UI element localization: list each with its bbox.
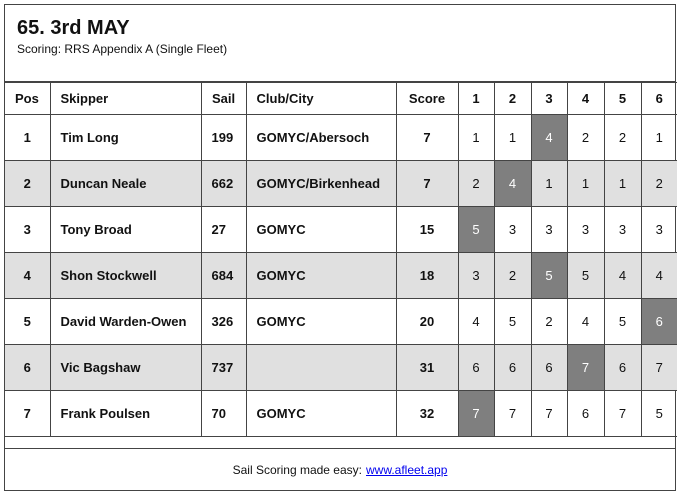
race-result-cell: 2 <box>458 161 494 207</box>
race-result-cell: 1 <box>531 161 567 207</box>
sail-cell: 662 <box>201 161 246 207</box>
pos-cell: 2 <box>5 161 50 207</box>
race-result-cell: 6 <box>604 345 641 391</box>
race-result-cell: 5 <box>604 299 641 345</box>
col-race-4: 4 <box>567 83 604 115</box>
race-result-cell: 1 <box>641 115 677 161</box>
footer-text: Sail Scoring made easy: <box>232 462 362 477</box>
score-cell: 20 <box>396 299 458 345</box>
race-result-cell: 1 <box>604 161 641 207</box>
col-skipper: Skipper <box>50 83 201 115</box>
table-row <box>5 161 677 207</box>
race-result-cell: 3 <box>531 207 567 253</box>
race-result-cell: 3 <box>604 207 641 253</box>
score-cell: 7 <box>396 161 458 207</box>
club-cell: GOMYC/Birkenhead <box>246 161 396 207</box>
race-result-cell: 4 <box>494 161 531 207</box>
score-cell: 31 <box>396 345 458 391</box>
skipper-cell: Shon Stockwell <box>50 253 201 299</box>
race-result-cell: 7 <box>604 391 641 437</box>
race-result-cell: 2 <box>494 253 531 299</box>
race-result-cell: 7 <box>641 345 677 391</box>
pos-cell: 6 <box>5 345 50 391</box>
race-result-cell: 3 <box>641 207 677 253</box>
skipper-cell: Duncan Neale <box>50 161 201 207</box>
skipper-cell: David Warden-Owen <box>50 299 201 345</box>
header-row <box>5 83 677 115</box>
pos-cell: 5 <box>5 299 50 345</box>
race-result-cell: 6 <box>567 391 604 437</box>
race-result-cell: 3 <box>494 207 531 253</box>
footer <box>5 448 675 490</box>
results-table <box>5 82 677 437</box>
race-result-cell: 4 <box>604 253 641 299</box>
race-result-cell: 4 <box>458 299 494 345</box>
race-result-cell: 1 <box>567 161 604 207</box>
table-row <box>5 115 677 161</box>
table-row <box>5 299 677 345</box>
skipper-cell: Tony Broad <box>50 207 201 253</box>
afleet-link[interactable]: www.afleet.app <box>366 462 448 477</box>
race-result-cell: 5 <box>531 253 567 299</box>
sail-cell: 27 <box>201 207 246 253</box>
col-sail: Sail <box>201 83 246 115</box>
skipper-cell: Vic Bagshaw <box>50 345 201 391</box>
race-result-cell: 5 <box>494 299 531 345</box>
race-result-cell: 4 <box>567 299 604 345</box>
table-row <box>5 207 677 253</box>
race-result-cell: 4 <box>531 115 567 161</box>
club-cell <box>246 345 396 391</box>
race-result-cell: 1 <box>458 115 494 161</box>
col-race-6: 6 <box>641 83 677 115</box>
score-cell: 15 <box>396 207 458 253</box>
race-result-cell: 7 <box>567 345 604 391</box>
club-cell: GOMYC <box>246 299 396 345</box>
score-cell: 7 <box>396 115 458 161</box>
skipper-cell: Frank Poulsen <box>50 391 201 437</box>
race-result-cell: 2 <box>567 115 604 161</box>
pos-cell: 3 <box>5 207 50 253</box>
race-result-cell: 6 <box>641 299 677 345</box>
col-race-3: 3 <box>531 83 567 115</box>
race-result-cell: 1 <box>494 115 531 161</box>
col-club: Club/City <box>246 83 396 115</box>
score-cell: 18 <box>396 253 458 299</box>
race-result-cell: 6 <box>531 345 567 391</box>
page-title: 65. 3rd MAY <box>17 17 130 39</box>
race-result-cell: 5 <box>567 253 604 299</box>
race-result-cell: 5 <box>641 391 677 437</box>
skipper-cell: Tim Long <box>50 115 201 161</box>
pos-cell: 4 <box>5 253 50 299</box>
race-result-cell: 7 <box>458 391 494 437</box>
sail-cell: 199 <box>201 115 246 161</box>
col-race-5: 5 <box>604 83 641 115</box>
race-result-cell: 6 <box>458 345 494 391</box>
table-row <box>5 345 677 391</box>
race-result-cell: 3 <box>458 253 494 299</box>
race-result-cell: 3 <box>567 207 604 253</box>
table-row <box>5 253 677 299</box>
race-result-cell: 7 <box>531 391 567 437</box>
col-race-2: 2 <box>494 83 531 115</box>
race-result-cell: 2 <box>604 115 641 161</box>
race-result-cell: 2 <box>641 161 677 207</box>
sail-cell: 70 <box>201 391 246 437</box>
club-cell: GOMYC <box>246 253 396 299</box>
race-result-cell: 7 <box>494 391 531 437</box>
club-cell: GOMYC <box>246 207 396 253</box>
results-sheet <box>4 4 676 491</box>
pos-cell: 7 <box>5 391 50 437</box>
race-result-cell: 4 <box>641 253 677 299</box>
pos-cell: 1 <box>5 115 50 161</box>
sail-cell: 737 <box>201 345 246 391</box>
table-row <box>5 391 677 437</box>
race-result-cell: 2 <box>531 299 567 345</box>
sail-cell: 684 <box>201 253 246 299</box>
race-result-cell: 6 <box>494 345 531 391</box>
club-cell: GOMYC <box>246 391 396 437</box>
col-race-1: 1 <box>458 83 494 115</box>
score-cell: 32 <box>396 391 458 437</box>
col-score: Score <box>396 83 458 115</box>
race-result-cell: 5 <box>458 207 494 253</box>
header <box>5 5 675 82</box>
scoring-system: Scoring: RRS Appendix A (Single Fleet) <box>17 42 228 56</box>
sail-cell: 326 <box>201 299 246 345</box>
club-cell: GOMYC/Abersoch <box>246 115 396 161</box>
col-pos: Pos <box>5 83 50 115</box>
